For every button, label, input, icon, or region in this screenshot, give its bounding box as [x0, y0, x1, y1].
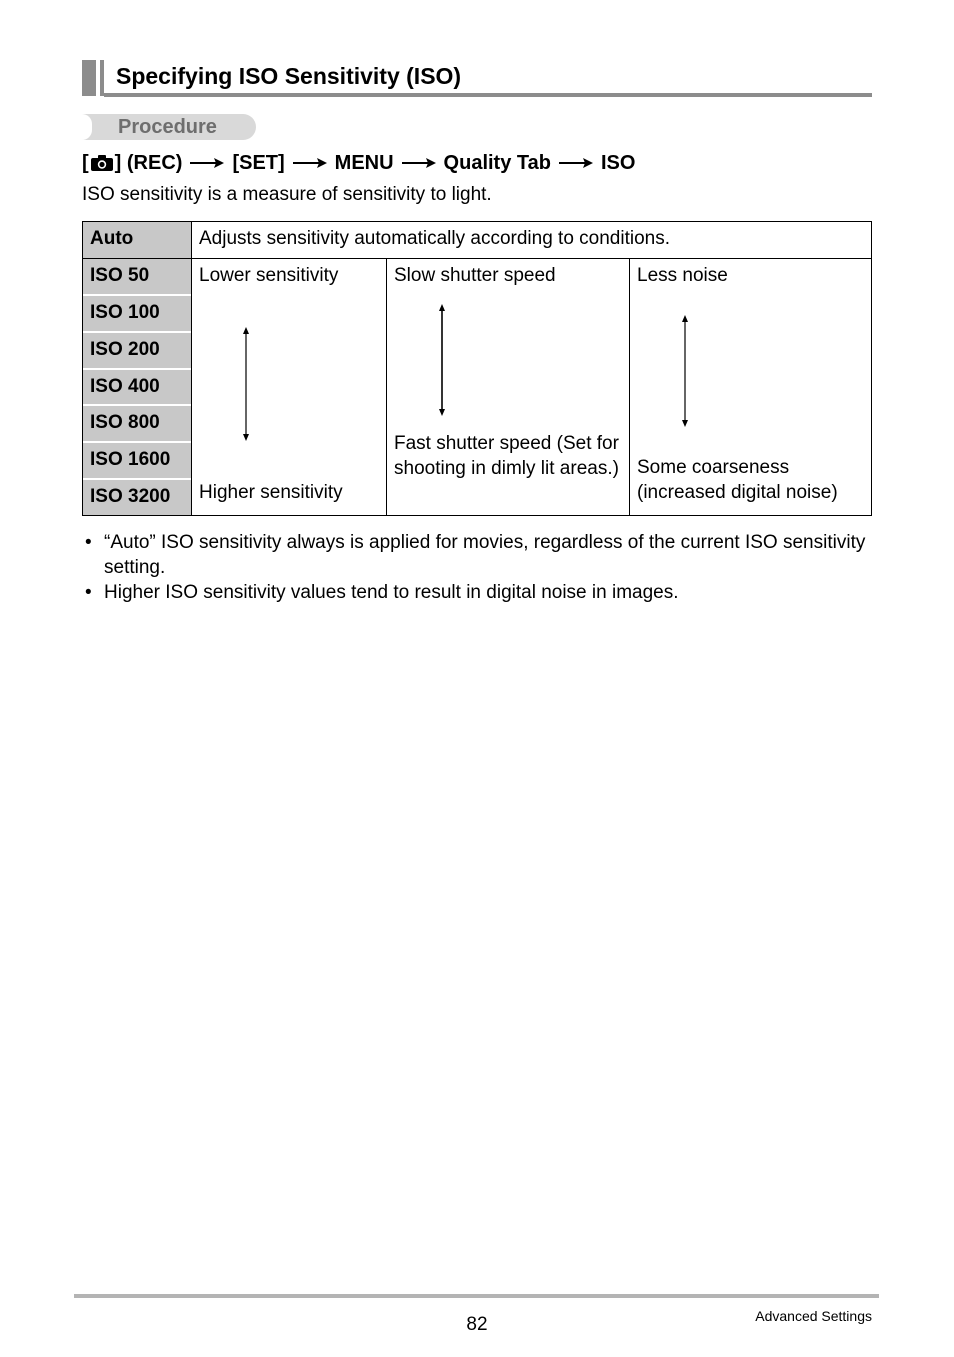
table-row-label-iso: ISO 1600	[82, 442, 191, 479]
auto-description: Adjusts sensitivity automatically according to conditions.	[199, 228, 671, 249]
section-heading	[82, 60, 872, 98]
procedure-label: Procedure	[118, 116, 217, 138]
path-open-bracket: [	[82, 151, 89, 174]
bullet: •	[85, 532, 92, 553]
arrow-right-icon	[190, 157, 224, 169]
shutter-top: Slow shutter speed	[394, 265, 556, 286]
list-item	[82, 580, 872, 605]
heading-bar-thick	[82, 60, 96, 96]
table-row-label-auto: Auto	[82, 221, 191, 258]
table-row-label-iso: ISO 100	[82, 295, 191, 332]
table-row-label-iso: ISO 800	[82, 405, 191, 442]
heading-bar-thin	[100, 60, 104, 96]
path-step-iso: ISO	[600, 151, 636, 174]
noise-top: Less noise	[637, 265, 728, 286]
note-text: “Auto” ISO sensitivity always is applied for movies, regardless of the current ISO sensitivity setting.	[104, 532, 866, 578]
path-step-set: [SET]	[232, 151, 285, 174]
arrow-right-icon	[559, 157, 593, 169]
shutter-bottom: Fast shutter speed (Set for shooting in dimly lit areas.)	[394, 433, 619, 479]
sensitivity-top: Lower sensitivity	[199, 265, 339, 286]
double-arrow-icon	[680, 315, 690, 427]
path-step-menu: MENU	[334, 151, 394, 174]
procedure-badge	[82, 114, 256, 140]
list-item	[82, 530, 872, 580]
note-text: Higher ISO sensitivity values tend to result in digital noise in images.	[104, 582, 679, 603]
double-arrow-icon	[241, 327, 251, 441]
camera-icon	[90, 154, 114, 172]
footer-section-name: Advanced Settings	[755, 1308, 872, 1324]
table-row-label-iso: ISO 50	[82, 258, 191, 295]
path-rec-label: ] (REC)	[114, 151, 183, 174]
arrow-right-icon	[293, 157, 327, 169]
table-row-label-iso: ISO 400	[82, 369, 191, 405]
intro-text: ISO sensitivity is a measure of sensitivity to light.	[82, 184, 492, 205]
footer-divider	[74, 1294, 879, 1298]
sensitivity-bottom: Higher sensitivity	[199, 482, 343, 503]
notes-list	[82, 530, 872, 605]
arrow-right-icon	[402, 157, 436, 169]
procedure-path	[82, 149, 635, 177]
heading-underline	[104, 93, 872, 97]
table-row-label-iso: ISO 200	[82, 332, 191, 369]
iso-table	[82, 221, 872, 516]
page-number: 82	[466, 1314, 488, 1335]
table-row-label-iso: ISO 3200	[82, 479, 191, 516]
path-step-quality-tab: Quality Tab	[443, 151, 551, 174]
double-arrow-icon	[437, 304, 447, 416]
page-title: Specifying ISO Sensitivity (ISO)	[116, 63, 462, 89]
noise-bottom: Some coarseness (increased digital noise)	[637, 457, 838, 503]
bullet: •	[85, 582, 92, 603]
